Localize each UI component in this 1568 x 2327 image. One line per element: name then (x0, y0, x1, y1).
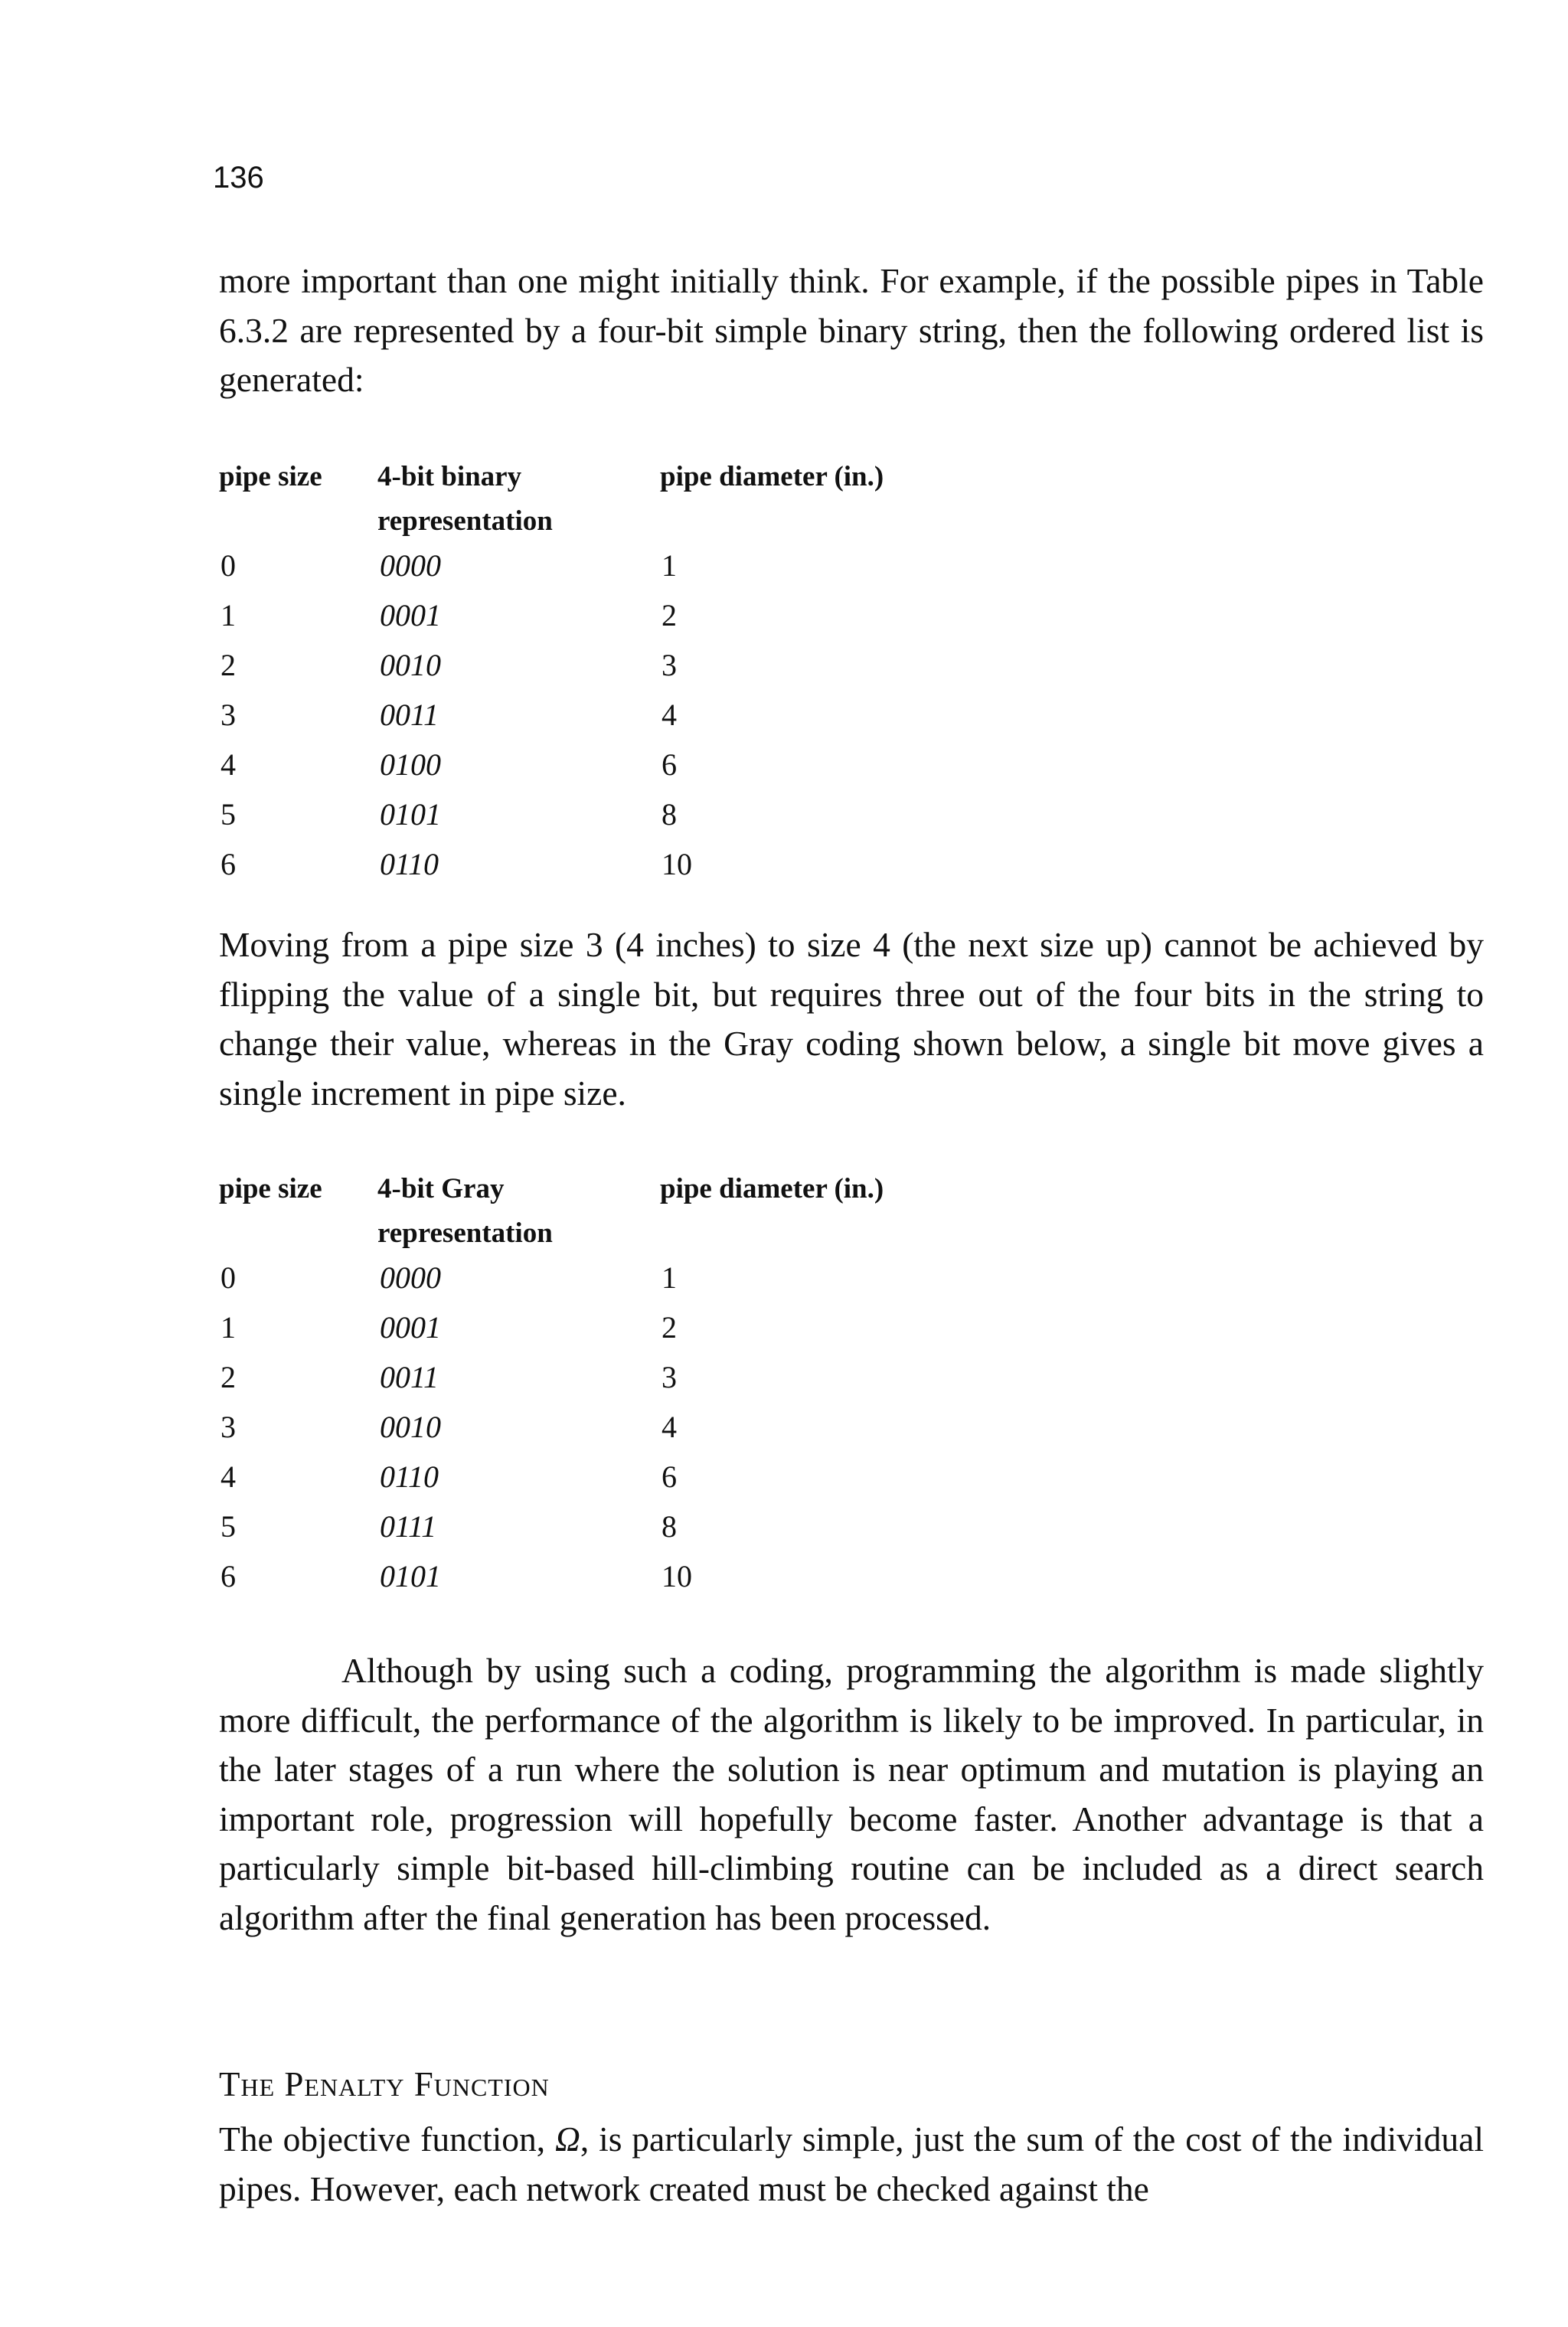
cell-gray-code: 0000 (380, 1260, 441, 1295)
cell-pipe-diameter: 3 (662, 648, 677, 682)
cell-binary-code: 0011 (380, 698, 439, 732)
cell-pipe-diameter: 2 (662, 598, 677, 632)
page-number: 136 (213, 161, 264, 194)
cell-pipe-diameter: 6 (662, 747, 677, 782)
table-row (219, 547, 1061, 596)
header-pipe-size: pipe size (219, 461, 322, 492)
table-row (219, 1508, 1061, 1557)
paragraph-penalty-function (219, 2115, 1484, 2214)
cell-gray-code: 0111 (380, 1509, 437, 1544)
binary-table-header (219, 455, 1061, 547)
paragraph-intro: more important than one might initially think. For example, if the possible pipes in Table 6.3.2 are represented by a four-bit simple binary string, then the following ordered list is generated: (219, 261, 1484, 399)
cell-gray-code: 0110 (380, 1459, 439, 1494)
cell-pipe-diameter: 1 (662, 1260, 677, 1295)
table-row (219, 646, 1061, 696)
cell-pipe-diameter: 8 (662, 1509, 677, 1544)
cell-pipe-size: 1 (220, 598, 236, 632)
cell-pipe-diameter: 6 (662, 1459, 677, 1494)
paragraph-text-after-symbol: , is particularly simple, just the sum of the cost of the individual pipes. However, each network created must be checked against the (219, 2119, 1484, 2208)
paragraph-gray-coding-benefits: Although by using such a coding, programming the algorithm is made slightly more difficult, the performance of the algorithm is likely to be improved. In particular, in the later stages of a run where the solution is near optimum and mutation is playing an important role, progression will hopefully become faster. Another advantage is that a particularly simple bit-based hill-climbing routine can be included as a direct search algorithm after the final generation has been processed. (219, 1651, 1484, 1937)
header-pipe-diameter: pipe diameter (in.) (660, 461, 884, 492)
table-row (219, 1358, 1061, 1408)
cell-pipe-diameter: 4 (662, 1410, 677, 1444)
section-heading: The Penalty Function (219, 2065, 550, 2103)
cell-gray-code: 0011 (380, 1360, 439, 1394)
table-row (219, 1458, 1061, 1508)
cell-gray-code: 0001 (380, 1310, 441, 1345)
cell-pipe-diameter: 2 (662, 1310, 677, 1345)
table-row (219, 796, 1061, 845)
cell-pipe-diameter: 4 (662, 698, 677, 732)
table-row (219, 1259, 1061, 1309)
cell-pipe-diameter: 8 (662, 797, 677, 832)
header-gray-representation: 4-bit Gray representation (377, 1173, 553, 1249)
cell-binary-code: 0100 (380, 747, 441, 782)
cell-pipe-size: 4 (220, 1459, 236, 1494)
cell-pipe-diameter: 3 (662, 1360, 677, 1394)
omega-symbol: Ω (555, 2119, 580, 2159)
cell-pipe-size: 0 (220, 548, 236, 583)
table-row (219, 696, 1061, 746)
cell-pipe-size: 2 (220, 1360, 236, 1394)
cell-pipe-size: 6 (220, 847, 236, 881)
cell-pipe-size: 3 (220, 698, 236, 732)
header-pipe-size: pipe size (219, 1173, 322, 1204)
header-pipe-diameter: pipe diameter (in.) (660, 1173, 884, 1204)
table-row (219, 1309, 1061, 1358)
cell-pipe-size: 4 (220, 747, 236, 782)
cell-pipe-diameter: 10 (662, 847, 692, 881)
cell-pipe-size: 2 (220, 648, 236, 682)
table-row (219, 845, 1061, 895)
cell-pipe-size: 5 (220, 797, 236, 832)
cell-pipe-diameter: 1 (662, 548, 677, 583)
table-row (219, 746, 1061, 796)
cell-gray-code: 0101 (380, 1559, 441, 1593)
cell-pipe-size: 1 (220, 1310, 236, 1345)
cell-binary-code: 0000 (380, 548, 441, 583)
table-row (219, 1408, 1061, 1458)
paragraph-binary-vs-gray: Moving from a pipe size 3 (4 inches) to size 4 (the next size up) cannot be achieved by flipping the value of a single bit, but requires three out of the four bits in the string to change their value, whereas in the Gray coding shown below, a single bit move gives a single increment in pipe size. (219, 925, 1484, 1113)
cell-gray-code: 0010 (380, 1410, 441, 1444)
cell-pipe-size: 6 (220, 1559, 236, 1593)
header-binary-representation: 4-bit binary representation (377, 461, 553, 537)
table-row (219, 596, 1061, 646)
cell-binary-code: 0101 (380, 797, 441, 832)
cell-binary-code: 0110 (380, 847, 439, 881)
cell-pipe-diameter: 10 (662, 1559, 692, 1593)
cell-pipe-size: 3 (220, 1410, 236, 1444)
gray-table-header (219, 1167, 1061, 1259)
cell-binary-code: 0010 (380, 648, 441, 682)
table-row (219, 1557, 1061, 1607)
cell-pipe-size: 5 (220, 1509, 236, 1544)
paragraph-text-before-symbol: The objective function, (219, 2119, 555, 2159)
binary-table (219, 455, 1061, 895)
cell-binary-code: 0001 (380, 598, 441, 632)
cell-pipe-size: 0 (220, 1260, 236, 1295)
gray-table (219, 1167, 1061, 1607)
